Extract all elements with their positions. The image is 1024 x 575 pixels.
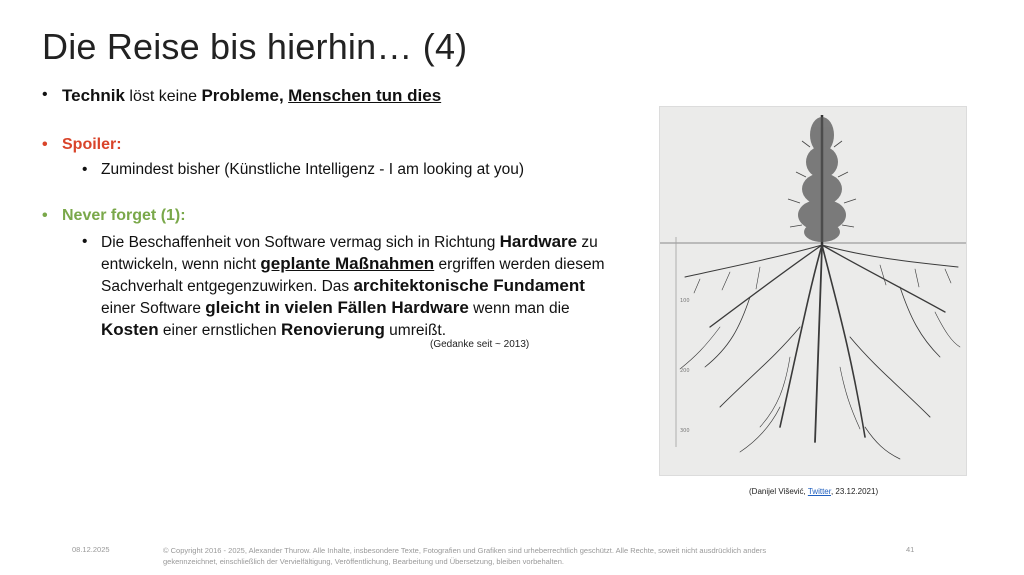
underline-geplante: geplante Maßnahmen (260, 254, 435, 273)
footer-date: 08.12.2025 (72, 545, 110, 554)
bullet-dot: • (82, 161, 88, 178)
never-forget-paragraph (101, 231, 605, 341)
tree-roots-drawing (660, 107, 966, 475)
text: Sachverhalt entgegenzuwirken. Das (101, 278, 354, 295)
bullet-dot: • (42, 86, 48, 103)
svg-text:300: 300 (680, 428, 690, 434)
twitter-link[interactable]: Twitter (807, 487, 831, 496)
svg-text:200: 200 (680, 368, 690, 374)
underline-menschen: Menschen tun dies (288, 86, 442, 105)
text: ergriffen werden diesem (434, 256, 605, 273)
tree-roots-image (659, 106, 967, 476)
never-forget-label: Never forget (1): (62, 207, 186, 224)
copyright-line-2: gekennzeichnet, einschließlich der Vervielfältigung, Veröffentlichung, Bearbeitung und Übersetzung, bleiben vorbehalten. (163, 557, 564, 566)
bold-gleicht: gleicht in vielen Fällen Hardware (205, 298, 469, 317)
bullet-dot: • (82, 233, 88, 250)
text: Die Beschaffenheit von Software vermag sich in Richtung (101, 234, 500, 251)
bold-probleme: Probleme, (201, 86, 284, 105)
credit-text: (Danijel Višević, (749, 487, 808, 496)
text: einer ernstlichen (158, 322, 281, 339)
text: einer Software (101, 300, 206, 317)
bold-hardware: Hardware (499, 232, 578, 251)
credit-date: , 23.12.2021) (830, 487, 879, 496)
bullet-dot: • (42, 136, 48, 153)
slide-title: Die Reise bis hierhin… (4) (42, 26, 468, 67)
bold-fundament: architektonische Fundament (353, 276, 585, 295)
text: wenn man die (468, 300, 570, 317)
image-credit (749, 487, 878, 496)
text: entwickeln, wenn nicht (101, 256, 261, 273)
page-number: 41 (906, 545, 915, 554)
spoiler-sub-text: Zumindest bisher (Künstliche Intelligenz - I am looking at you) (101, 161, 525, 178)
bold-kosten: Kosten (101, 320, 159, 339)
thought-note: (Gedanke seit ~ 2013) (430, 339, 530, 350)
footer-copyright (163, 545, 813, 567)
bold-renovierung: Renovierung (280, 320, 385, 339)
text: umreißt. (384, 322, 447, 339)
bold-technik: Technik (62, 86, 125, 105)
svg-text:100: 100 (680, 298, 690, 304)
text: löst keine (124, 88, 202, 105)
text: zu (577, 234, 598, 251)
copyright-line-1: © Copyright 2016 - 2025, Alexander Thurow. Alle Inhalte, insbesondere Texte, Fotografien und Grafiken sind urheberrechtlich geschützt. Alle Rechte, soweit nicht ausdrücklich anders (163, 546, 767, 555)
spoiler-label: Spoiler: (62, 136, 122, 153)
bullet-dot: • (42, 207, 48, 224)
